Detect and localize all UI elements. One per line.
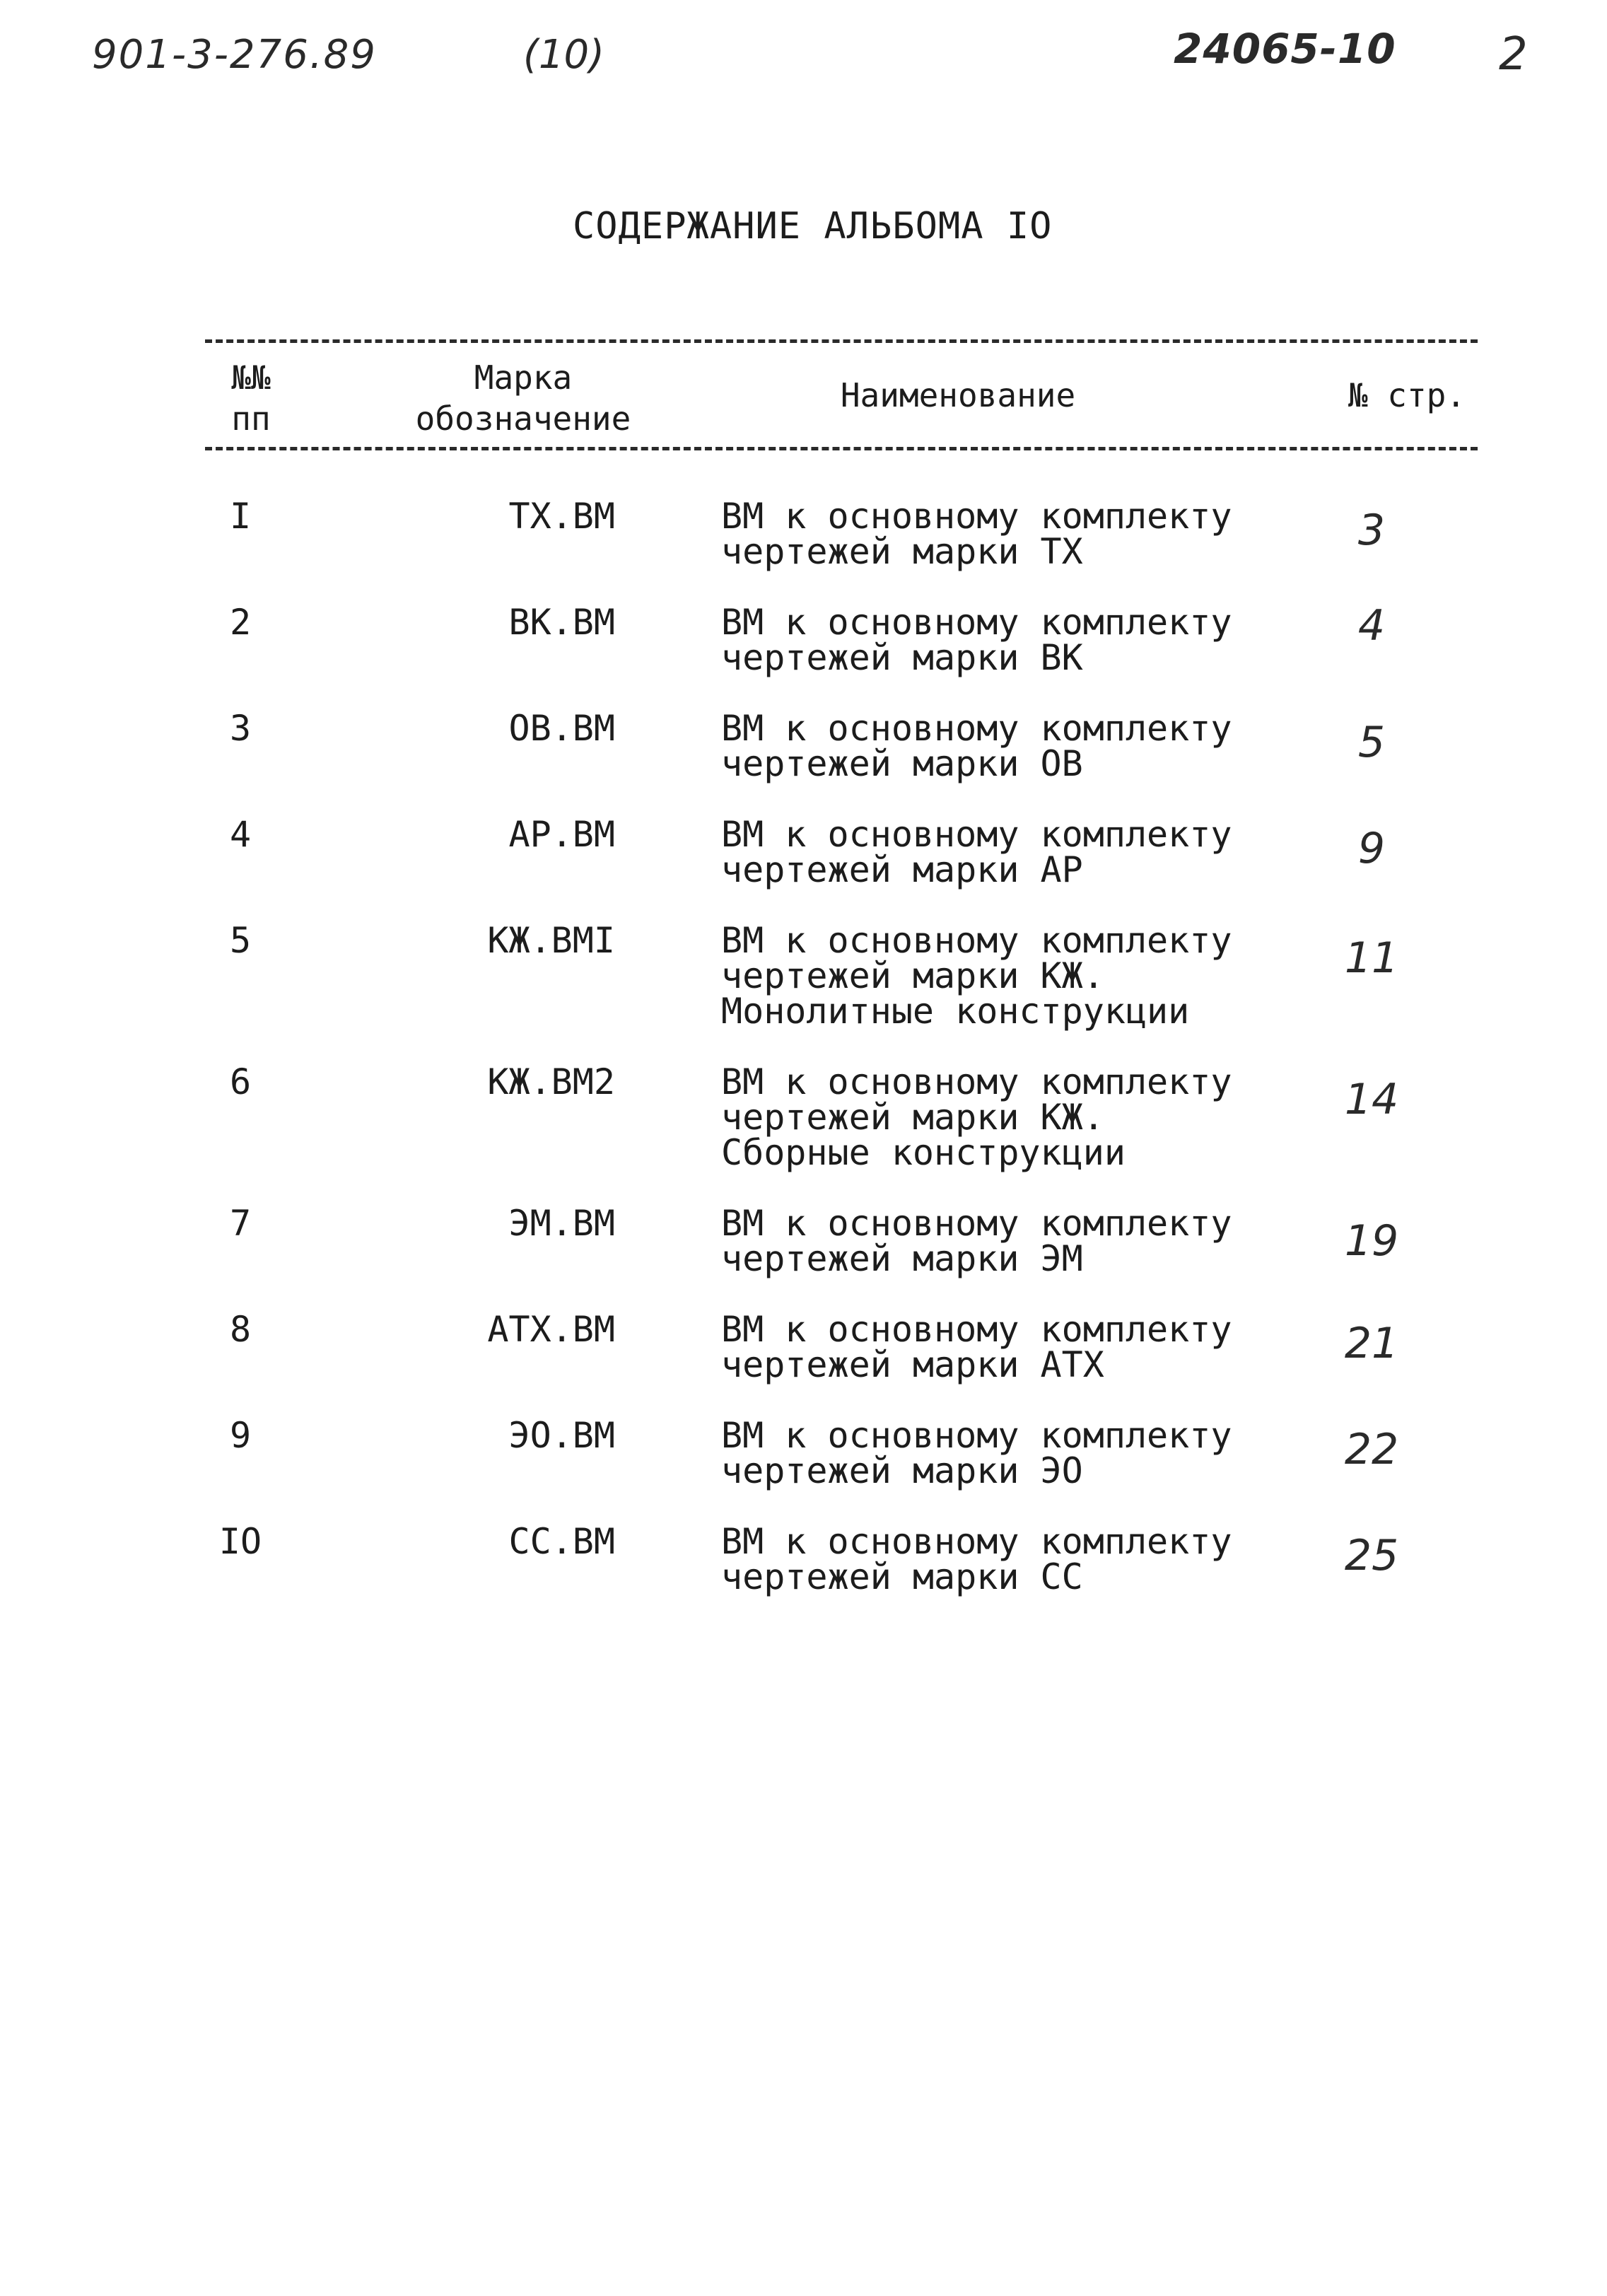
row-name-line: ВМ к основному комплекту bbox=[721, 496, 1232, 537]
row-page-number: 11 bbox=[1344, 933, 1399, 983]
row-mark: СС.ВМ bbox=[508, 1521, 615, 1562]
row-number: 8 bbox=[229, 1309, 252, 1350]
row-name-line: чертежей марки АР bbox=[721, 849, 1083, 890]
row-name-line: ВМ к основному комплекту bbox=[721, 708, 1232, 749]
row-name-line: Монолитные конструкции bbox=[721, 991, 1190, 1032]
row-number: 4 bbox=[229, 814, 252, 855]
row-name-line: чертежей марки КЖ. bbox=[721, 955, 1104, 996]
row-page-number: 9 bbox=[1357, 824, 1386, 873]
column-header-mark-line1: Марка bbox=[474, 359, 573, 397]
page-header-doc-code: 901-3-276.89 bbox=[92, 32, 377, 78]
row-mark: ТХ.ВМ bbox=[508, 496, 615, 537]
row-name-line: ВМ к основному комплекту bbox=[721, 1203, 1232, 1244]
row-name-line: чертежей марки ЭМ bbox=[721, 1238, 1083, 1279]
row-mark: АТХ.ВМ bbox=[487, 1309, 615, 1350]
column-header-mark-line2: обозначение bbox=[415, 400, 631, 438]
row-name-line: ВМ к основному комплекту bbox=[721, 1521, 1232, 1562]
row-name-line: ВМ к основному комплекту bbox=[721, 920, 1232, 961]
row-name-line: чертежей марки АТХ bbox=[721, 1344, 1104, 1385]
row-name bbox=[721, 602, 1287, 678]
row-name bbox=[721, 814, 1287, 890]
page-number: 2 bbox=[1499, 28, 1528, 81]
row-name bbox=[721, 496, 1287, 572]
row-number: 6 bbox=[229, 1061, 252, 1102]
row-page-number: 19 bbox=[1344, 1216, 1399, 1266]
row-number: 9 bbox=[229, 1415, 252, 1456]
row-name-line: чертежей марки ОВ bbox=[721, 743, 1083, 784]
page-header-album-mark: (10) bbox=[523, 32, 604, 78]
row-name bbox=[721, 1061, 1287, 1173]
row-name-line: ВМ к основному комплекту bbox=[721, 602, 1232, 643]
page-header-archive-number: 24065-10 bbox=[1174, 25, 1396, 73]
row-mark: КЖ.ВМI bbox=[487, 920, 615, 961]
row-name-line: ВМ к основному комплекту bbox=[721, 1309, 1232, 1350]
row-name-line: чертежей марки СС bbox=[721, 1556, 1083, 1597]
row-name-line: чертежей марки ВК bbox=[721, 637, 1083, 678]
row-page-number: 3 bbox=[1357, 506, 1386, 555]
row-number: I bbox=[229, 496, 252, 537]
row-name-line: ВМ к основному комплекту bbox=[721, 814, 1232, 855]
row-page-number: 21 bbox=[1344, 1319, 1399, 1368]
row-name bbox=[721, 1415, 1287, 1491]
row-mark: ВК.ВМ bbox=[508, 602, 615, 643]
column-header-page: № стр. bbox=[1348, 376, 1466, 414]
column-header-name: Наименование bbox=[840, 376, 1076, 414]
row-page-number: 4 bbox=[1357, 601, 1386, 651]
document-title: СОДЕРЖАНИЕ АЛЬБОМА IO bbox=[573, 205, 1053, 247]
row-page-number: 5 bbox=[1357, 718, 1386, 767]
row-mark: ОВ.ВМ bbox=[508, 708, 615, 749]
row-number: 3 bbox=[229, 708, 252, 749]
row-mark: ЭМ.ВМ bbox=[508, 1203, 615, 1244]
row-number: 7 bbox=[229, 1203, 252, 1244]
row-name bbox=[721, 1203, 1287, 1279]
row-name bbox=[721, 1309, 1287, 1385]
row-mark: КЖ.ВМ2 bbox=[487, 1061, 615, 1102]
row-name-line: ВМ к основному комплекту bbox=[721, 1061, 1232, 1102]
row-mark: АР.ВМ bbox=[508, 814, 615, 855]
row-mark: ЭО.ВМ bbox=[508, 1415, 615, 1456]
row-page-number: 22 bbox=[1344, 1425, 1399, 1474]
row-name-line: ВМ к основному комплекту bbox=[721, 1415, 1232, 1456]
column-header-number-line2: пп bbox=[231, 400, 271, 438]
row-number: IO bbox=[218, 1521, 262, 1562]
row-name-line: чертежей марки ЭО bbox=[721, 1450, 1083, 1491]
row-name-line: чертежей марки ТХ bbox=[721, 531, 1083, 572]
row-name-line: Сборные конструкции bbox=[721, 1132, 1126, 1173]
row-name-line: чертежей марки КЖ. bbox=[721, 1097, 1104, 1138]
column-header-number-line1: №№ bbox=[231, 359, 271, 397]
row-name bbox=[721, 1521, 1287, 1597]
row-name bbox=[721, 708, 1287, 784]
row-page-number: 14 bbox=[1344, 1075, 1399, 1124]
row-number: 5 bbox=[229, 920, 252, 961]
row-number: 2 bbox=[229, 602, 252, 643]
row-name bbox=[721, 920, 1287, 1032]
row-page-number: 25 bbox=[1344, 1531, 1399, 1580]
